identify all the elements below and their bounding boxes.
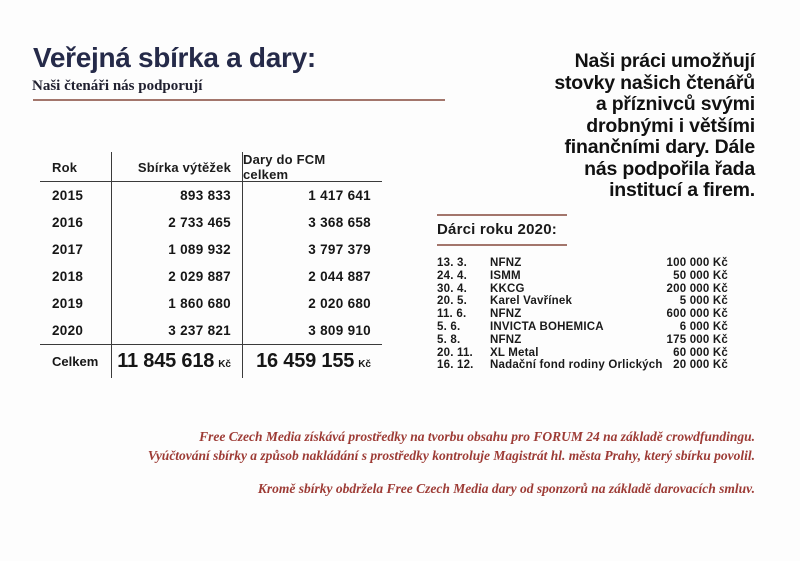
donor-date: 30. 4.	[437, 282, 467, 295]
donor-row	[437, 283, 728, 296]
cell-year: 2015	[52, 188, 84, 203]
table-row	[40, 182, 382, 209]
table-header-row	[40, 152, 382, 182]
donor-name: Karel Vavřínek	[490, 295, 573, 308]
cell-dary: 2 020 680	[308, 296, 371, 311]
donor-amount: 175 000 Kč	[666, 333, 728, 346]
footer-line: Kromě sbírky obdržela Free Czech Media dary od sponzorů na základě darovacích smluv.	[257, 481, 755, 496]
donor-name: INVICTA BOHEMICA	[490, 320, 604, 333]
cell-dary: 3 368 658	[308, 215, 371, 230]
donor-name: NFNZ	[490, 257, 522, 269]
collections-table	[40, 152, 382, 378]
currency-label: Kč	[218, 359, 231, 370]
total-dary-value: 16 459 155	[256, 350, 355, 372]
table-row	[40, 209, 382, 236]
total-sbirka-value: 11 845 618	[117, 350, 215, 372]
header-dary: Dary do FCM celkem	[243, 152, 326, 182]
footer-gap	[55, 465, 755, 479]
donor-amount: 5 000 Kč	[679, 295, 728, 308]
donor-date: 16. 12.	[437, 359, 474, 372]
cell-dary: 1 417 641	[308, 188, 371, 203]
cell-dary: 2 044 887	[308, 269, 371, 284]
cell-sbirka: 893 833	[111, 182, 243, 209]
total-dary	[243, 345, 382, 378]
header-rok: Rok	[52, 159, 78, 175]
donor-date: 11. 6.	[437, 308, 467, 321]
intro-paragraph	[554, 51, 755, 202]
intro-line: Naši práci umožňují	[574, 50, 755, 72]
cell-dary: 3 797 379	[308, 242, 371, 257]
donor-row	[437, 359, 728, 372]
donor-row	[437, 257, 728, 270]
cell-year: 2018	[52, 269, 84, 284]
cell-year: 2020	[52, 323, 84, 338]
cell-sbirka: 1 860 680	[111, 290, 243, 317]
donor-name: KKCG	[490, 282, 525, 295]
donor-amount: 50 000 Kč	[673, 269, 728, 282]
cell-sbirka: 3 237 821	[111, 317, 243, 344]
donor-name: XL Metal	[490, 346, 539, 359]
total-sbirka	[111, 345, 243, 378]
title-underline	[33, 99, 445, 101]
donor-amount: 6 000 Kč	[679, 320, 728, 333]
intro-line: nás podpořila řada	[584, 157, 755, 180]
donor-row	[437, 347, 728, 360]
donor-name: Nadační fond rodiny Orlických	[490, 359, 663, 372]
page-title: Veřejná sbírka a dary:	[33, 42, 316, 73]
donor-row	[437, 308, 728, 321]
cell-year: 2017	[52, 242, 84, 257]
donor-date: 5. 8.	[437, 333, 461, 346]
donor-name: NFNZ	[490, 333, 522, 346]
currency-label: Kč	[358, 359, 371, 370]
cell-year: 2016	[52, 215, 84, 230]
donor-date: 13. 3.	[437, 257, 467, 269]
donor-name: ISMM	[490, 269, 521, 282]
donor-amount: 100 000 Kč	[666, 257, 728, 269]
donor-date: 20. 11.	[437, 346, 473, 359]
donor-row	[437, 295, 728, 308]
intro-line: drobnými i většími	[586, 114, 755, 137]
cell-sbirka: 1 089 932	[111, 236, 243, 263]
intro-line: institucí a firem.	[609, 179, 755, 201]
donor-amount: 60 000 Kč	[673, 346, 728, 359]
donor-row	[437, 334, 728, 347]
intro-line: a příznivců svými	[595, 93, 755, 115]
table-row	[40, 263, 382, 290]
table-row	[40, 290, 382, 317]
donor-row	[437, 270, 728, 283]
donor-amount: 200 000 Kč	[666, 282, 728, 295]
donor-date: 5. 6.	[437, 320, 461, 333]
cell-sbirka: 2 029 887	[111, 263, 243, 290]
footer-notes	[55, 427, 755, 498]
table-total-row	[40, 344, 382, 378]
table-row	[40, 236, 382, 263]
donors-list	[437, 257, 728, 372]
total-label: Celkem	[52, 354, 99, 369]
intro-line: stovky našich čtenářů	[554, 71, 755, 94]
donor-date: 24. 4.	[437, 269, 467, 282]
cell-sbirka: 2 733 465	[111, 209, 243, 236]
donor-row	[437, 321, 728, 334]
donors-heading-text: Dárci roku 2020:	[437, 221, 557, 238]
footer-line: Vyúčtování sbírky a způsob nakládání s prostředky kontroluje Magistrát hl. města Prahy, který sbírku povolil.	[147, 448, 755, 463]
donor-amount: 20 000 Kč	[673, 359, 728, 372]
page-subtitle: Naši čtenáři nás podporují	[32, 78, 203, 94]
cell-year: 2019	[52, 296, 84, 311]
header-sbirka: Sbírka výtěžek	[111, 152, 243, 182]
donor-amount: 600 000 Kč	[666, 308, 728, 321]
table-row	[40, 317, 382, 344]
donors-heading	[437, 214, 567, 246]
footer-line: Free Czech Media získává prostředky na tvorbu obsahu pro FORUM 24 na základě crowdfundingu.	[199, 429, 755, 444]
cell-dary: 3 809 910	[308, 323, 371, 338]
donor-name: NFNZ	[490, 308, 522, 321]
donor-date: 20. 5.	[437, 295, 467, 308]
intro-line: finančními dary. Dále	[564, 136, 755, 158]
